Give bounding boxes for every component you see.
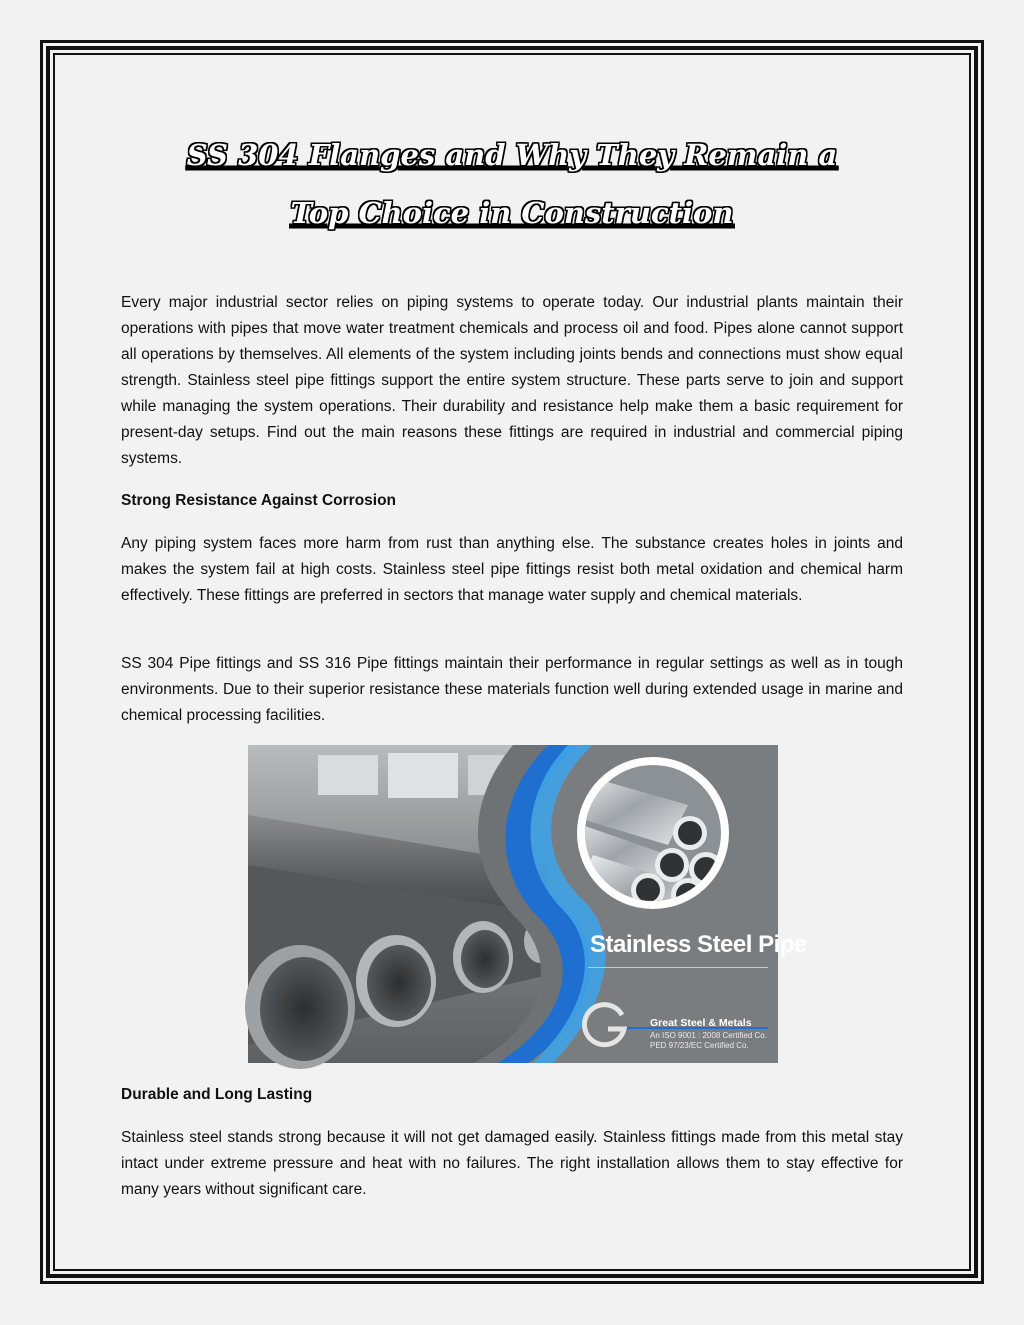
company-cert-1: An ISO 9001 : 2008 Certified Co.: [650, 1031, 767, 1040]
company-cert-2: PED 97/23/EC Certified Co.: [650, 1041, 749, 1050]
company-logo-icon: [582, 1001, 630, 1049]
banner-caption: Stainless Steel Pipe: [590, 931, 807, 958]
company-name: Great Steel & Metals: [650, 1017, 752, 1029]
stainless-steel-pipe-banner: [248, 745, 807, 1063]
section-heading-durable: Durable and Long Lasting: [121, 1086, 313, 1103]
title-line-2: Top Choice in Construction: [290, 196, 734, 230]
durable-paragraph: Stainless steel stands strong because it will not get damaged easily. Stainless fittings made from this metal stay intact under extreme pressure and heat with no failures. The right installation allows them to stay effective for many years without significant care.: [121, 1129, 903, 1198]
page-title: [110, 126, 914, 242]
title-line-1: SS 304 Flanges and Why They Remain a: [186, 138, 838, 172]
banner-divider: [588, 967, 768, 968]
banner-illustration: [248, 745, 807, 1063]
intro-paragraph: Every major industrial sector relies on piping systems to operate today. Our industrial plants maintain their operations with pipes that move water treatment chemicals and process oil and food. Pipes alone cannot support all operations by themselves. All elements of the system including joints bends and connections must show equal strength. Stainless steel pipe fittings support the entire system structure. These parts serve to join and support while managing the system operations. Their durability and resistance help make them a basic requirement for present-day setups. Find out the main reasons these fittings are required in industrial and commercial piping systems.: [121, 294, 903, 467]
section-heading-corrosion: Strong Resistance Against Corrosion: [121, 492, 397, 509]
corrosion-paragraph-2: SS 304 Pipe fittings and SS 316 Pipe fittings maintain their performance in regular settings as well as in tough environments. Due to their superior resistance these materials function well during extended usage in marine and chemical processing facilities.: [121, 655, 903, 724]
corrosion-paragraph-1: Any piping system faces more harm from rust than anything else. The substance creates holes in joints and makes the system fail at high costs. Stainless steel pipe fittings resist both metal oxidation and chemical harm effectively. These fittings are preferred in sectors that manage water supply and chemical materials.: [121, 535, 903, 604]
